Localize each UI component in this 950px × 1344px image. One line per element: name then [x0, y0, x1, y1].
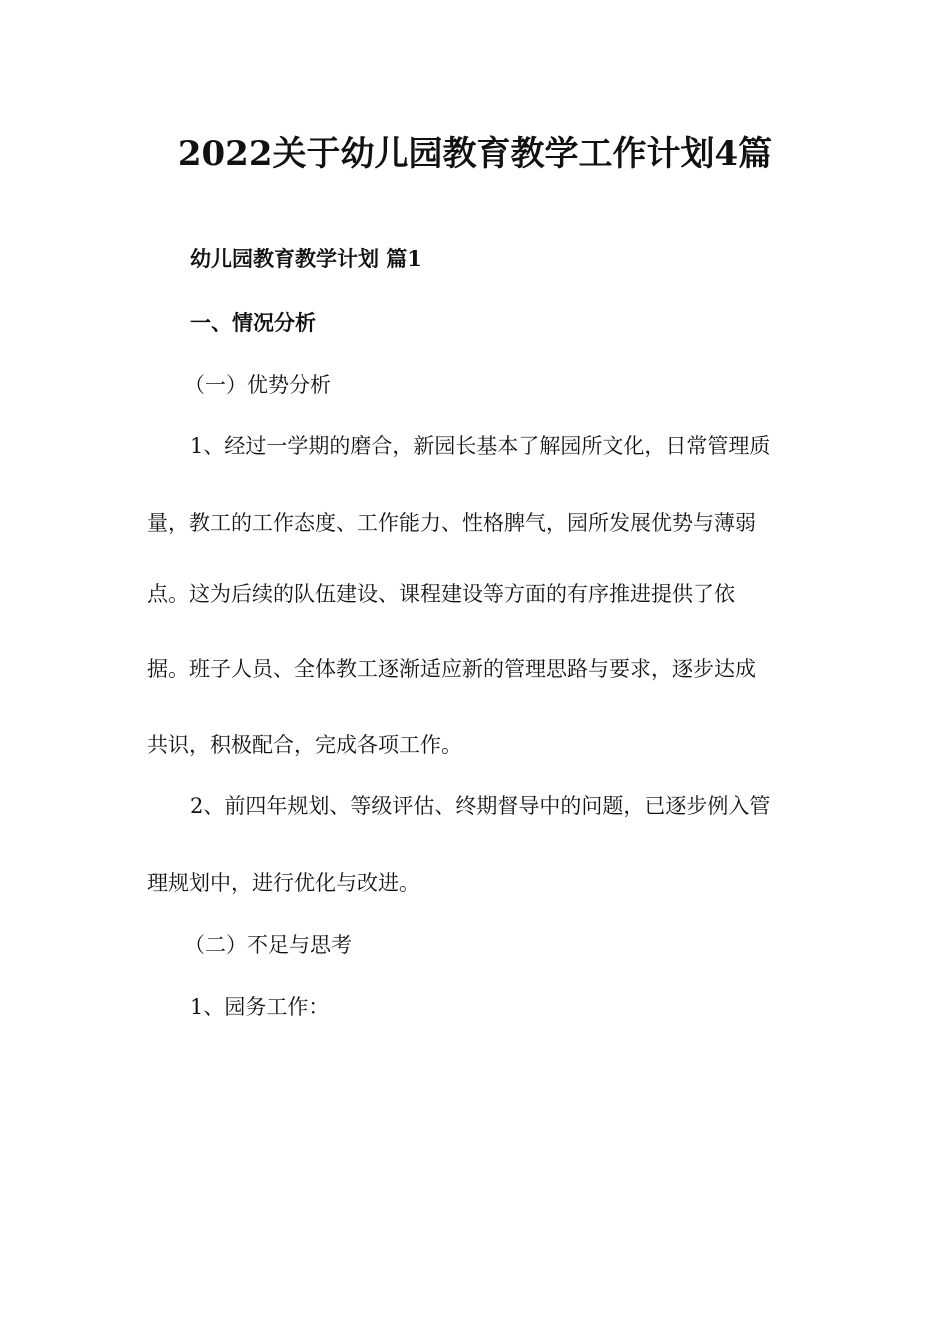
paragraph-1-line-3: 点。这为后续的队伍建设、课程建设等方面的有序推进提供了依: [147, 582, 735, 606]
subheading-advantages: （一）优势分析: [184, 373, 331, 397]
heading-situation-analysis: 一、情况分析: [190, 310, 316, 335]
paragraph-1-line-2: 量，教工的工作态度、工作能力、性格脾气，园所发展优势与薄弱: [147, 511, 756, 535]
paragraph-2-line-1: 2、前四年规划、等级评估、终期督导中的问题，已逐步例入管: [190, 794, 771, 818]
paragraph-2-line-2: 理规划中，进行优化与改进。: [147, 871, 420, 895]
paragraph-1-line-1: 1、经过一学期的磨合，新园长基本了解园所文化，日常管理质: [190, 434, 771, 458]
paragraph-1-line-5: 共识，积极配合，完成各项工作。: [147, 733, 462, 757]
paragraph-1-line-4: 据。班子人员、全体教工逐渐适应新的管理思路与要求，逐步达成: [147, 657, 756, 681]
document-title: 2022关于幼儿园教育教学工作计划4篇: [177, 134, 773, 174]
section-heading: 幼儿园教育教学计划 篇1: [190, 246, 422, 271]
item-campus-affairs: 1、园务工作：: [190, 995, 330, 1019]
subheading-shortcomings: （二）不足与思考: [184, 933, 352, 957]
